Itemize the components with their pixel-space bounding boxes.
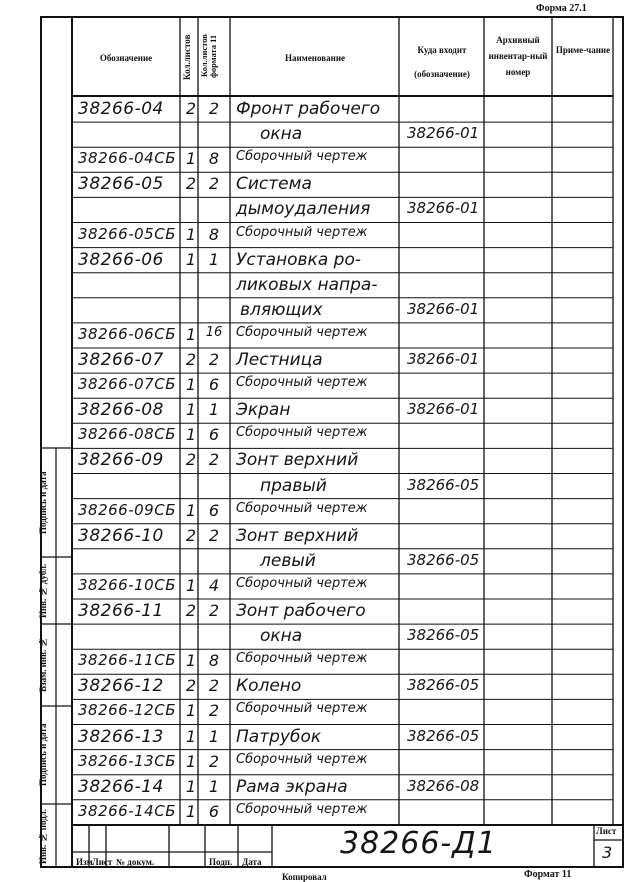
row-kuda-vhodit: 38266-05: [407, 676, 480, 695]
row-naimenovanie: Зонт рабочего: [236, 601, 366, 621]
row-naimenovanie: окна: [260, 124, 303, 145]
row-kol-listov-f11: 1: [208, 400, 220, 420]
row-kol-listov-f11: 2: [208, 174, 220, 194]
row-kol-listov-f11: 1: [208, 249, 220, 269]
row-kol-listov-f11: 2: [208, 751, 220, 771]
row-kuda-vhodit: 38266-05: [407, 550, 480, 569]
copied-label: Копировал: [282, 872, 327, 882]
row-kol-listov: 2: [185, 525, 197, 545]
header-kol-listov-f11: Кол.листов формата 11: [199, 34, 218, 78]
header-naimenovanie: Наименование: [285, 53, 345, 63]
row-kol-listov: 1: [185, 751, 197, 771]
row-kol-listov-f11: 2: [208, 601, 220, 620]
row-naimenovanie: Зонт верхний: [236, 525, 359, 546]
row-naimenovanie: ликовых напра-: [236, 274, 378, 295]
row-naimenovanie: Сборочный чертеж: [236, 500, 368, 516]
row-kol-listov: 1: [185, 324, 197, 344]
row-kol-listov: 1: [185, 425, 197, 445]
row-oboznachenie: 38266-09СБ: [78, 500, 176, 519]
row-kol-listov-f11: 1: [208, 776, 220, 796]
row-kol-listov: 2: [185, 676, 197, 696]
row-oboznachenie: 38266-06СБ: [78, 324, 176, 343]
row-oboznachenie: 38266-13: [78, 726, 164, 747]
row-kol-listov: 1: [185, 224, 197, 244]
side-label-podp-data: Подпись и дата: [38, 723, 48, 787]
row-naimenovanie: правый: [260, 475, 327, 496]
row-oboznachenie: 38266-09: [78, 450, 164, 471]
row-kuda-vhodit: 38266-01: [407, 199, 480, 218]
row-oboznachenie: 38266-12: [78, 676, 164, 697]
side-label-vzam-inv: Взам. инв. №: [38, 637, 48, 693]
row-kol-listov: 1: [185, 726, 197, 746]
row-kuda-vhodit: 38266-01: [407, 350, 480, 368]
row-kol-listov-f11: 6: [208, 500, 220, 520]
row-naimenovanie: Система: [236, 174, 312, 195]
header-primechanie: Приме-чание: [555, 45, 611, 55]
tb-podp: Подп.: [209, 857, 233, 867]
row-kol-listov-f11: 2: [208, 99, 220, 118]
row-kol-listov: 2: [185, 450, 197, 470]
form-label: Форма 27.1: [536, 3, 587, 14]
row-oboznachenie: 38266-14: [78, 776, 164, 797]
row-naimenovanie: Зонт верхний: [236, 450, 359, 471]
row-naimenovanie: Сборочный чертеж: [236, 224, 368, 240]
row-oboznachenie: 38266-11СБ: [78, 651, 176, 670]
row-kol-listov-f11: 6: [208, 375, 220, 395]
tb-sheet-label: Лист: [596, 826, 617, 836]
row-oboznachenie: 38266-13СБ: [78, 751, 176, 770]
tb-list: Лист: [92, 857, 113, 867]
row-oboznachenie: 38266-05СБ: [78, 224, 176, 243]
row-kuda-vhodit: 38266-05: [407, 475, 480, 494]
row-kol-listov-f11: 2: [208, 525, 220, 545]
row-oboznachenie: 38266-08: [78, 400, 164, 421]
row-naimenovanie: Рама экрана: [236, 776, 348, 797]
row-naimenovanie: Сборочный чертеж: [236, 701, 368, 717]
row-kol-listov-f11: 8: [208, 224, 220, 244]
tb-doc-number: 38266-Д1: [340, 826, 497, 861]
row-naimenovanie: окна: [260, 626, 303, 647]
row-naimenovanie: Сборочный чертеж: [236, 575, 368, 591]
row-oboznachenie: 38266-05: [78, 174, 164, 195]
tb-data: Дата: [242, 857, 262, 867]
row-kuda-vhodit: 38266-01: [407, 299, 480, 318]
row-oboznachenie: 38266-08СБ: [78, 425, 176, 444]
row-kol-listov: 1: [185, 149, 197, 169]
row-oboznachenie: 38266-04СБ: [78, 149, 176, 168]
row-kol-listov: 1: [185, 575, 197, 595]
row-kol-listov: 2: [185, 350, 197, 369]
row-kol-listov: 1: [185, 801, 197, 821]
row-kol-listov-f11: 2: [208, 701, 220, 721]
row-kol-listov-f11: 4: [208, 575, 220, 595]
row-kol-listov-f11: 16: [205, 324, 223, 340]
row-oboznachenie: 38266-06: [78, 249, 164, 270]
row-naimenovanie: Лестница: [236, 350, 323, 370]
row-naimenovanie: Установка ро-: [236, 249, 361, 270]
row-naimenovanie: дымоудаления: [236, 199, 371, 220]
row-kol-listov: 2: [185, 174, 197, 194]
row-kol-listov-f11: 1: [208, 726, 220, 746]
format-label: Формат 11: [524, 869, 572, 880]
side-label-inv-dubl: Инв. № дубл.: [38, 563, 48, 619]
row-kuda-vhodit: 38266-01: [407, 400, 480, 419]
row-kuda-vhodit: 38266-08: [407, 776, 480, 795]
row-kol-listov: 1: [185, 500, 197, 520]
row-oboznachenie: 38266-12СБ: [78, 701, 176, 720]
row-oboznachenie: 38266-07: [78, 350, 164, 370]
row-naimenovanie: Сборочный чертеж: [236, 149, 368, 165]
row-naimenovanie: левый: [260, 550, 316, 571]
row-kol-listov-f11: 2: [208, 676, 220, 696]
row-kuda-vhodit: 38266-05: [407, 626, 480, 645]
row-naimenovanie: Колено: [236, 676, 302, 697]
row-kuda-vhodit: 38266-05: [407, 726, 480, 745]
row-kol-listov: 1: [185, 651, 197, 671]
row-naimenovanie: Экран: [236, 400, 291, 421]
row-oboznachenie: 38266-10СБ: [78, 575, 176, 594]
row-kol-listov-f11: 6: [208, 425, 220, 445]
row-naimenovanie: Сборочный чертеж: [236, 375, 368, 391]
row-kol-listov: 1: [185, 375, 197, 395]
row-kol-listov: 2: [185, 601, 197, 620]
tb-sheet-number: 3: [602, 843, 613, 862]
row-naimenovanie: вляющих: [240, 299, 323, 320]
tb-izm: Изм: [76, 857, 93, 867]
row-naimenovanie: Сборочный чертеж: [236, 801, 368, 817]
row-kol-listov: 1: [185, 400, 197, 420]
row-oboznachenie: 38266-14СБ: [78, 801, 176, 820]
row-kol-listov: 1: [185, 701, 197, 721]
row-kuda-vhodit: 38266-01: [407, 124, 480, 143]
side-label-podpis-data: Подпись и дата: [38, 471, 48, 534]
row-kol-listov: 1: [185, 249, 197, 269]
side-label-inv-podl: Инв. № подл.: [38, 808, 48, 864]
row-naimenovanie: Сборочный чертеж: [236, 324, 368, 340]
row-naimenovanie: Патрубок: [236, 726, 322, 747]
row-kol-listov-f11: 8: [208, 651, 220, 671]
row-oboznachenie: 38266-07СБ: [78, 375, 176, 394]
row-kol-listov: 1: [185, 776, 197, 796]
header-kol-listov: Кол.листов: [182, 34, 192, 80]
row-oboznachenie: 38266-10: [78, 525, 164, 546]
row-kol-listov-f11: 8: [208, 149, 220, 169]
tb-n-dokum: № докум.: [116, 857, 155, 867]
row-naimenovanie: Фронт рабочего: [236, 99, 381, 119]
row-naimenovanie: Сборочный чертеж: [236, 425, 368, 441]
row-naimenovanie: Сборочный чертеж: [236, 751, 368, 767]
row-kol-listov-f11: 6: [208, 801, 220, 821]
row-oboznachenie: 38266-04: [78, 99, 164, 119]
header-oboznachenie: Обозначение: [99, 53, 153, 63]
row-kol-listov-f11: 2: [208, 450, 220, 470]
row-naimenovanie: Сборочный чертеж: [236, 651, 368, 667]
row-oboznachenie: 38266-11: [78, 601, 164, 621]
row-kol-listov-f11: 2: [208, 350, 220, 369]
header-kuda-vhodit: Куда входит (обозначение): [414, 45, 470, 79]
header-arhivny: Архивный инвентар-ный номер: [488, 35, 548, 77]
row-kol-listov: 2: [185, 99, 197, 118]
